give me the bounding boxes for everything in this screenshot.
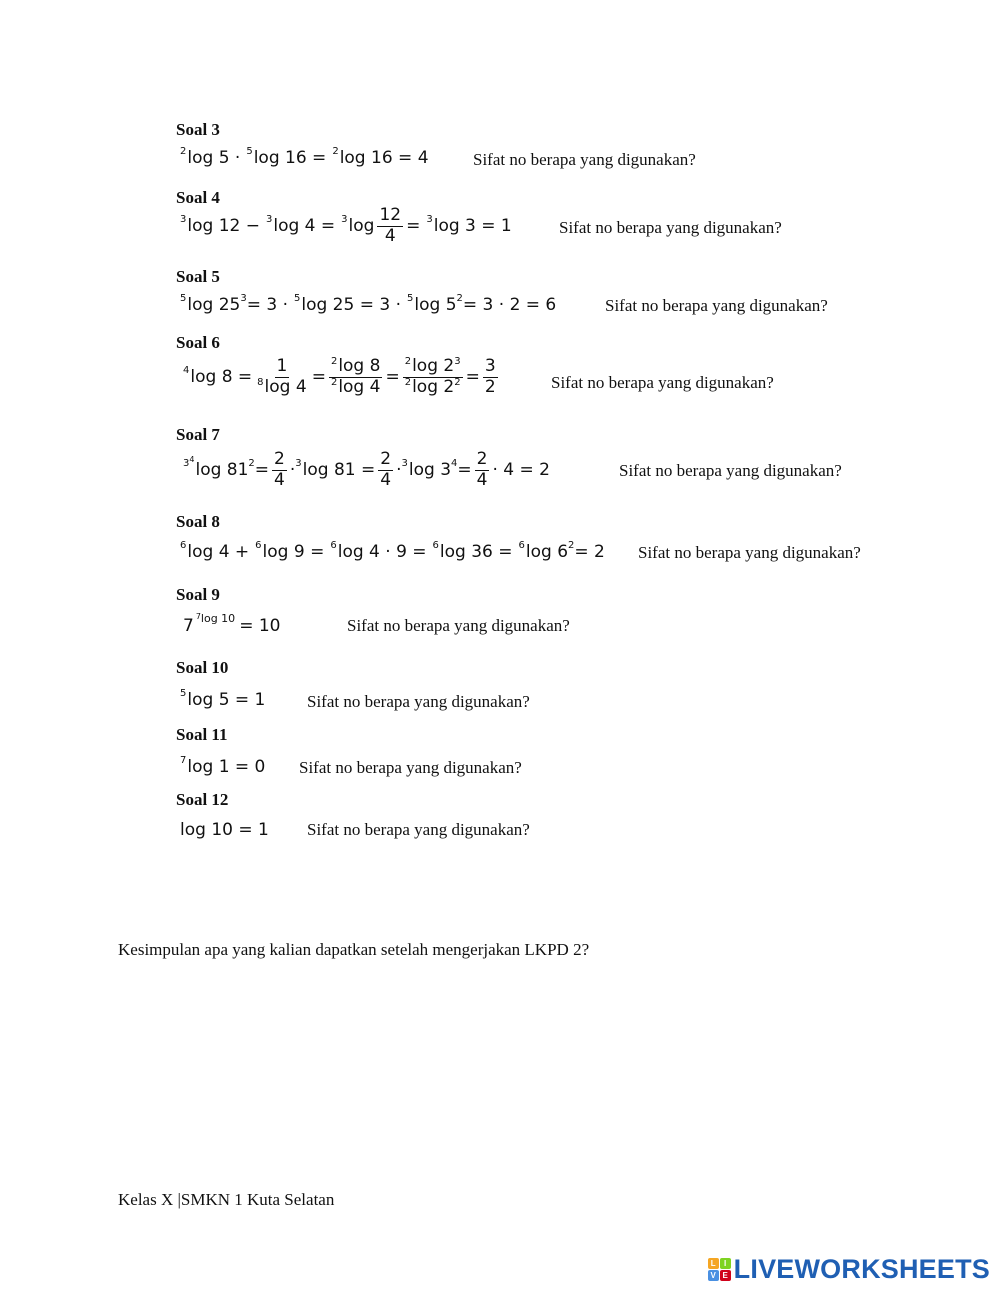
math-expression: log 10 = 1	[180, 820, 269, 840]
question-text: Sifat no berapa yang digunakan?	[619, 461, 842, 480]
math-expression: $3^4$ log 81 $^2$ = $\frac{2}{4}$ · 3 log 81 = $\frac{2}{4}$ · 3 log 3 $^4$ = $\frac{2}{4}$ · 4 = 2	[183, 449, 550, 490]
soal-title: Soal 4	[176, 188, 220, 207]
soal-title: Soal 11	[176, 725, 228, 744]
logo-mark-letter: E	[720, 1270, 731, 1281]
page-footer: Kelas X |SMKN 1 Kuta Selatan	[118, 1190, 335, 1209]
conclusion-prompt: Kesimpulan apa yang kalian dapatkan setelah mengerjakan LKPD 2?	[118, 940, 590, 959]
math-expression: 3 log 12 − 3 log 4 = 3 log $\frac{12}{4}$ = 3 log 3 = 1	[180, 205, 512, 246]
soal-title: Soal 12	[176, 790, 229, 809]
question-text: Sifat no berapa yang digunakan?	[638, 543, 861, 562]
question-text: Sifat no berapa yang digunakan?	[559, 218, 782, 237]
soal-title: Soal 7	[176, 425, 220, 444]
question-text: Sifat no berapa yang digunakan?	[551, 373, 774, 392]
math-expression: 6 log 4 + 6 log 9 = 6 log 4 · 9 = 6 log 36 = 6 log 6 $^2$ = 2	[180, 539, 605, 562]
question-text: Sifat no berapa yang digunakan?	[347, 616, 570, 635]
question-text: Sifat no berapa yang digunakan?	[307, 820, 530, 839]
math-expression: 7 log 1 = 0	[180, 754, 266, 777]
math-expression: 4 log 8 = $\frac{1}{^8\log 4}$ = $\frac{^2\log 8}{^2\log 4}$ = $\frac{^2\log 2^3}{^2\log 2^2}$ = $\frac{3}{2}$	[183, 356, 496, 397]
logo-mark-letter: I	[720, 1258, 731, 1269]
question-text: Sifat no berapa yang digunakan?	[307, 692, 530, 711]
soal-title: Soal 10	[176, 658, 229, 677]
logo-mark-letter: L	[708, 1258, 719, 1269]
soal-title: Soal 5	[176, 267, 220, 286]
question-text: Sifat no berapa yang digunakan?	[605, 296, 828, 315]
soal-title: Soal 9	[176, 585, 220, 604]
logo-mark-letter: V	[708, 1270, 719, 1281]
math-expression: 2 log 5 · 5 log 16 = 2 log 16 = 4	[180, 145, 429, 168]
liveworksheets-logo[interactable]	[708, 1254, 990, 1285]
math-expression: 5 log 5 = 1	[180, 687, 266, 710]
logo-mark-icon	[708, 1258, 732, 1282]
math-expression: 7 $^7$log 10 = 10	[183, 611, 281, 636]
question-text: Sifat no berapa yang digunakan?	[473, 150, 696, 169]
soal-title: Soal 8	[176, 512, 220, 531]
logo-text: LIVEWORKSHEETS	[733, 1254, 990, 1284]
soal-title: Soal 6	[176, 333, 220, 352]
soal-title: Soal 3	[176, 120, 220, 139]
question-text: Sifat no berapa yang digunakan?	[299, 758, 522, 777]
math-expression: 5 log 25 $^3$ = 3 · 5 log 25 = 3 · 5 log 5 $^2$ = 3 · 2 = 6	[180, 292, 557, 315]
